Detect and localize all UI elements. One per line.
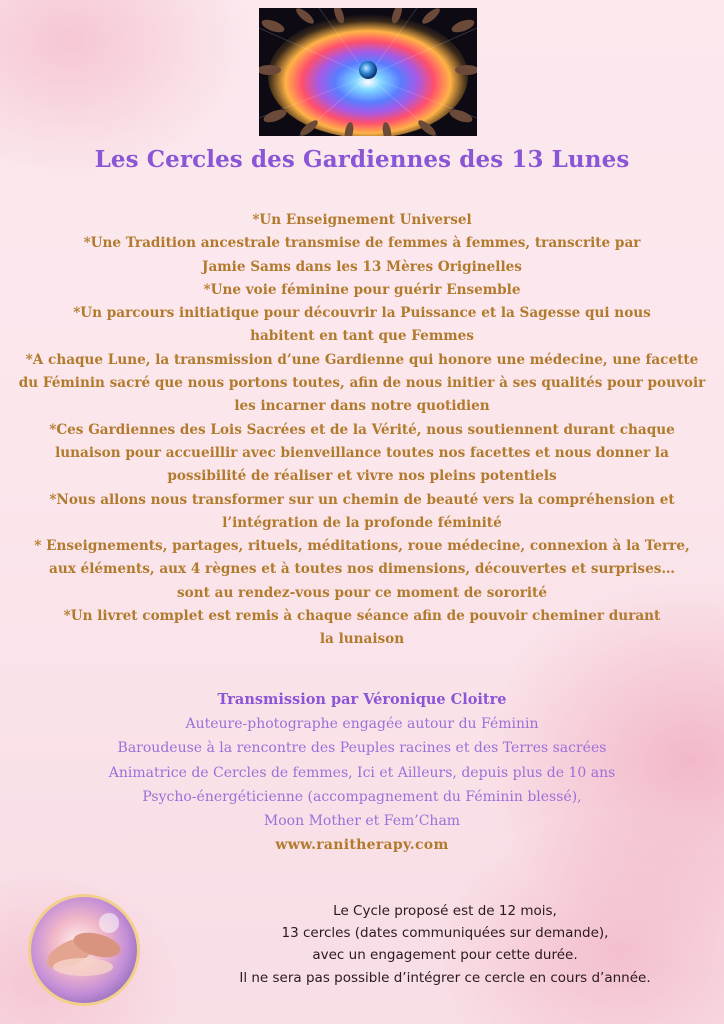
teaching-line: *Une Tradition ancestrale transmise de femmes à femmes, transcrite par xyxy=(83,235,641,252)
teaching-line: *Nous allons nous transformer sur un chemin de beauté vers la compréhension et xyxy=(49,491,675,508)
teaching-line: sont au rendez-vous pour ce moment de sororité xyxy=(177,584,547,601)
teaching-line: lunaison pour accueillir avec bienveillance toutes nos facettes et nous donner la xyxy=(55,444,669,461)
teaching-line: *Ces Gardiennes des Lois Sacrées et de la Vérité, nous soutiennent durant chaque xyxy=(49,421,675,438)
teaching-line: * Enseignements, partages, rituels, méditations, roue médecine, connexion à la Terre, xyxy=(34,538,690,555)
teacher-role: Animatrice de Cercles de femmes, Ici et Ailleurs, depuis plus de 10 ans xyxy=(108,764,616,781)
cycle-line: Il ne sera pas possible d’intégrer ce cercle en cours d’année. xyxy=(239,969,651,986)
cycle-line: 13 cercles (dates communiquées sur demande), xyxy=(281,925,609,942)
website-link[interactable]: www.ranitherapy.com xyxy=(275,837,449,854)
medallion-image xyxy=(28,894,140,1006)
teaching-line: possibilité de réaliser et vivre nos pleins potentiels xyxy=(167,468,557,485)
teacher-role: Baroudeuse à la rencontre des Peuples racines et des Terres sacrées xyxy=(117,740,607,757)
teaching-line: *Un livret complet est remis à chaque séance afin de pouvoir cheminer durant xyxy=(63,608,661,625)
teacher-role: Psycho-énergéticienne (accompagnement du Féminin blessé), xyxy=(142,788,582,805)
teacher-role: Moon Mother et Fem’Cham xyxy=(263,813,461,830)
teaching-line: la lunaison xyxy=(319,631,405,648)
teachings-list xyxy=(18,209,706,652)
teaching-line: *A chaque Lune, la transmission d’une Gardienne qui honore une médecine, une facette xyxy=(25,351,699,368)
teaching-line: *Une voie féminine pour guérir Ensemble xyxy=(203,281,521,298)
teaching-line: l’intégration de la profonde féminité xyxy=(222,514,502,531)
teacher-section xyxy=(0,688,724,857)
teaching-line: *Un Enseignement Universel xyxy=(252,212,472,228)
cycle-info xyxy=(200,900,690,989)
teaching-line: *Un parcours initiatique pour découvrir la Puissance et la Sagesse qui nous xyxy=(73,305,651,322)
teaching-line: les incarner dans notre quotidien xyxy=(234,398,490,415)
hero-image xyxy=(259,8,477,136)
teacher-role: Auteure-photographe engagée autour du Féminin xyxy=(185,716,539,733)
teaching-line: habitent en tant que Femmes xyxy=(250,328,474,345)
teacher-heading: Transmission par Véronique Cloitre xyxy=(217,691,507,708)
cycle-line: avec un engagement pour cette durée. xyxy=(312,947,578,964)
cycle-line: Le Cycle proposé est de 12 mois, xyxy=(333,903,557,919)
teaching-line: aux éléments, aux 4 règnes et à toutes nos dimensions, découvertes et surprises… xyxy=(49,561,675,578)
teaching-line: du Féminin sacré que nous portons toutes, afin de nous initier à ses qualités pour pouvoir xyxy=(18,375,706,392)
page-title: Les Cercles des Gardiennes des 13 Lunes xyxy=(94,146,630,173)
teaching-line: Jamie Sams dans les 13 Mères Originelles xyxy=(202,258,522,275)
